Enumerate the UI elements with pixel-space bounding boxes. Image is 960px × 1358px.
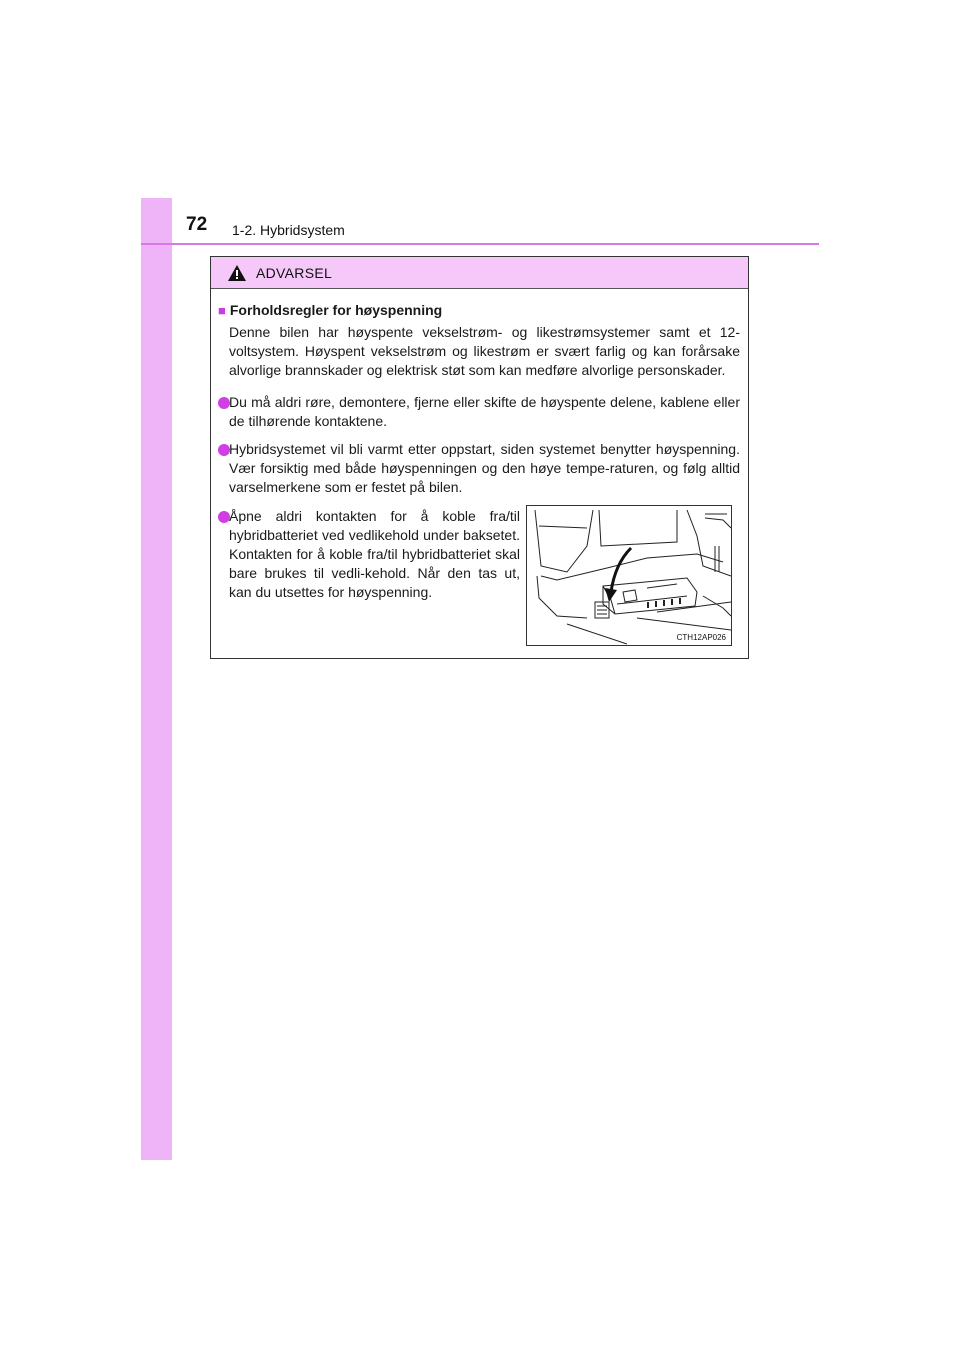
warning-box (210, 256, 749, 659)
page-number: 72 (186, 214, 208, 235)
warning-heading (218, 302, 442, 318)
list-item-text: Hybridsystemet vil bli varmt etter oppstart, siden systemet benytter høyspenning. Vær forsiktig med både høyspenningen og den høye tempe-raturen, og følg alltid varselmerkene som er festet på bilen. (229, 441, 740, 495)
warning-triangle-icon (227, 264, 247, 282)
page-header (186, 214, 826, 244)
warning-title: ADVARSEL (256, 265, 333, 281)
square-marker-icon: ■ (218, 303, 226, 318)
list-item-text: Åpne aldri kontakten for å koble fra/til hybridbatteriet ved vedlikehold under baksetet. Kontakten for å koble fra/til hybridbatteriet skal bare brukes til vedli-kehold. Når den tas ut, kan du utsettes for høyspenning. (229, 508, 520, 600)
warning-intro: Denne bilen har høyspente vekselstrøm- og likestrømsystemer samt et 12-voltsystem. Høyspent vekselstrøm og likestrøm er svært farlig og kan forårsake alvorlige brannskader og elektrisk støt som kan medføre alvorlige personskader. (229, 324, 740, 378)
warning-heading-text: Forholdsregler for høyspenning (229, 302, 443, 318)
chapter-tab (141, 198, 172, 1160)
figure-code: CTH12AP026 (676, 633, 726, 642)
header-rule (141, 243, 819, 245)
section-title: 1-2. Hybridsystem (232, 222, 345, 238)
list-item-text: Du må aldri røre, demontere, fjerne eller skifte de høyspente delene, kablene eller de tilhørende kontaktene. (229, 394, 740, 429)
battery-connector-illustration (526, 505, 732, 646)
warning-header (211, 257, 748, 289)
rear-seat-drawing (527, 506, 731, 645)
